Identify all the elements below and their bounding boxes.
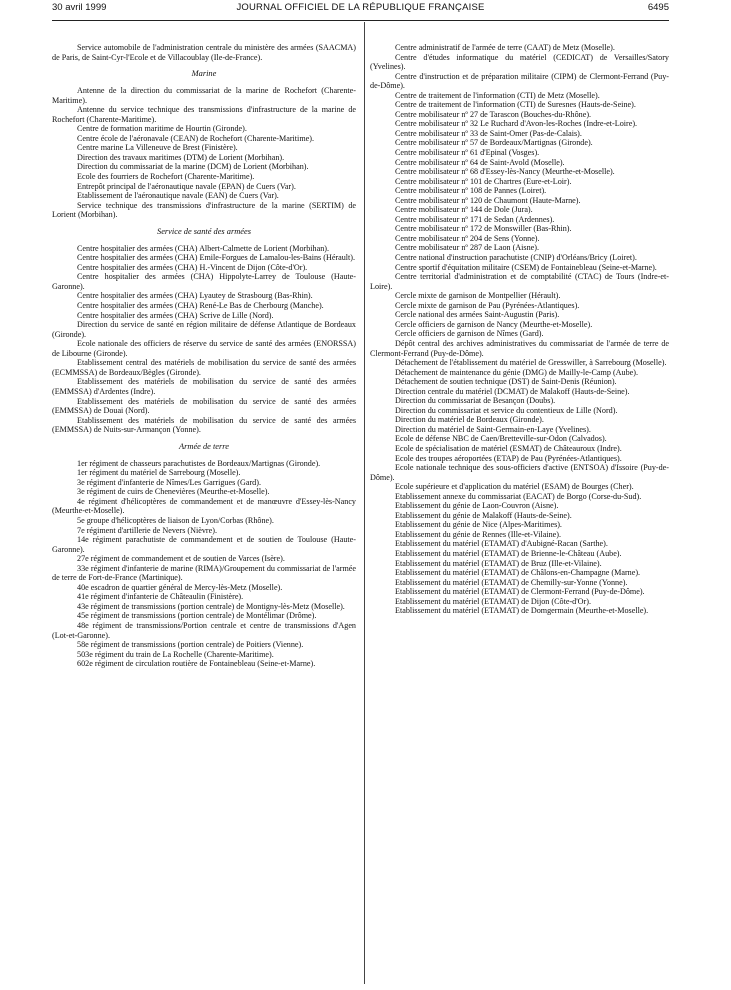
header-page-number: 6495 [647,2,669,13]
list-item: 43e régiment de transmissions (portion centrale) de Montigny-lès-Metz (Moselle). [77,601,345,611]
list-item: Centre hospitalier des armées (CHA) Hippolyte-Larrey de Toulouse (Haute-Garonne). [52,272,356,291]
list-item: Centre mobilisateur nº 171 de Sedan (Ardennes). [395,214,555,224]
list-item: 41e régiment d'infanterie de Châteaulin (Finistère). [77,592,244,602]
list-item: Etablissement du génie de Rennes (Ille-et-Vilaine). [395,529,562,539]
list-item: 27e régiment de commandement et de soutien de Varces (Isère). [77,554,285,564]
list-item: 58e régiment de transmissions (portion centrale) de Poitiers (Vienne). [77,640,304,650]
list-item: Centre hospitalier des armées (CHA) Lyautey de Strasbourg (Bas-Rhin). [77,291,313,301]
list-item: Centre mobilisateur nº 204 de Sens (Yonne). [395,233,540,243]
list-item: 5e groupe d'hélicoptères de liaison de Lyon/Corbas (Rhône). [77,515,274,525]
list-item: 7e régiment d'artillerie de Nevers (Nièvre). [77,525,217,535]
list-item: Centre mobilisateur nº 27 de Tarascon (Bouches-du-Rhône). [395,109,592,119]
header-date: 30 avril 1999 [52,2,107,13]
list-item: Centre mobilisateur nº 287 de Laon (Aisne). [395,243,539,253]
list-item: Centre hospitalier des armées (CHA) H.-Vincent de Dijon (Côte-d'Or). [77,262,308,272]
left-column [52,43,356,669]
list-item: Centre mobilisateur nº 172 de Monswiller (Bas-Rhin). [395,224,572,234]
list-item: Antenne de la direction du commissariat de la marine de Rochefort (Charente-Maritime). [52,86,356,105]
section-heading: Service de santé des armées [157,226,251,236]
list-item: Centre hospitalier des armées (CHA) Emile-Forgues de Lamalou-les-Bains (Hérault). [77,253,356,263]
list-item: Entrepôt principal de l'aéronautique navale (EPAN) de Cuers (Var). [77,181,296,191]
list-item: Direction du commissariat de Besançon (Doubs). [395,396,556,406]
list-item: Centre hospitalier des armées (CHA) Albert-Calmette de Lorient (Morbihan). [77,243,330,253]
list-item: Ecole nationale technique des sous-officiers d'active (ENTSOA) d'Issoire (Puy-de-Dôme). [370,463,669,482]
list-item: Centre de formation maritime de Hourtin (Gironde). [77,124,247,134]
list-item: Ecole de défense NBC de Caen/Bretteville-sur-Odon (Calvados). [395,434,607,444]
list-item: Service technique des transmissions d'infrastructure de la marine (SERTIM) de Lorient (Morbihan). [52,200,356,220]
list-item: Direction du commissariat et service du contentieux de Lille (Nord). [395,405,618,415]
list-item: Centre école de l'aéronavale (CEAN) de Rochefort (Charente-Maritime). [77,133,314,143]
list-item: Détachement de maintenance du génie (DMG) de Mailly-le-Camp (Aube). [395,367,638,377]
list-item: Etablissement du matériel (ETAMAT) de Clermont-Ferrand (Puy-de-Dôme). [395,587,645,597]
list-item: Centre administratif de l'armée de terre (CAAT) de Metz (Moselle). [395,43,615,52]
list-item: Détachement de soutien technique (DST) de Saint-Denis (Réunion). [395,377,617,387]
list-item: Etablissement des matériels de mobilisation du service de santé des armées (EMMSSA) de Nuits-sur-Armançon (Yonne). [52,415,356,435]
list-item: 45e régiment de transmissions (portion centrale) de Montélimar (Drôme). [77,611,317,621]
list-item: Ecole de spécialisation de matériel (ESMAT) de Châteauroux (Indre). [395,443,622,453]
list-item: Etablissement de l'aéronautique navale (EAN) de Cuers (Var). [77,191,279,201]
list-item: Etablissement du génie de Laon-Couvron (Aisne). [395,501,559,511]
list-item: Centre mobilisateur nº 101 de Chartres (Eure-et-Loir). [395,176,572,186]
list-item: 1er régiment du matériel de Sarrebourg (Moselle). [77,468,241,478]
list-item: Centre mobilisateur nº 108 de Pannes (Loiret). [395,186,547,196]
list-item: Centre d'instruction et de préparation militaire (CIPM) de Clermont-Ferrand (Puy-de-Dôme). [370,71,669,91]
list-item: Ecole nationale des officiers de réserve du service de santé des armées (ENORSSA) de Libourne (Gironde). [52,339,356,358]
list-item: 33e régiment d'infanterie de marine (RIMA)/Groupement du commissariat de l'armée de terre de Fort-de-France (Martinique). [52,563,356,583]
list-item: Centre sportif d'équitation militaire (CSEM) de Fontainebleau (Seine-et-Marne). [395,262,657,272]
list-item: Etablissement des matériels de mobilisation du service de santé des armées (EMMSSA) de Douai (Nord). [52,396,356,416]
list-item: Centre hospitalier des armées (CHA) René-Le Bas de Cherbourg (Manche). [77,301,324,311]
list-item: Centre mobilisateur nº 64 de Saint-Avold (Moselle). [395,157,565,167]
list-item: 3e régiment d'infanterie de Nîmes/Les Garrigues (Gard). [77,477,261,487]
list-item: Etablissement central des matériels de mobilisation du service de santé des armées (ECMMSSA) de Bordeaux/Bègles (Gironde). [52,358,356,377]
list-item: 40e escadron de quartier général de Mercy-lès-Metz (Moselle). [77,582,283,592]
list-item: Centre national d'instruction parachutiste (CNIP) d'Orléans/Bricy (Loiret). [395,253,637,263]
right-column [370,43,669,616]
list-item: Etablissement du matériel (ETAMAT) de Brienne-le-Château (Aube). [395,548,622,558]
list-item: Cercle officiers de garnison de Nîmes (Gard). [395,329,544,339]
list-item: Centre de traitement de l'information (CTI) de Suresnes (Hauts-de-Seine). [395,100,636,110]
list-item: Etablissement du matériel (ETAMAT) de Chemilly-sur-Yonne (Yonne). [395,577,628,587]
list-item: Centre mobilisateur nº 68 d'Essey-lès-Nancy (Meurthe-et-Moselle). [395,167,615,177]
list-item: Détachement de l'établissement du matériel de Gresswiller, à Sarrebourg (Moselle). [395,358,667,368]
list-item: Cercle officiers de garnison de Nancy (Meurthe-et-Moselle). [395,319,593,329]
list-item: Ecole des troupes aéroportées (ETAP) de Pau (Pyrénées-Atlantiques). [395,453,622,463]
section-heading: Armée de terre [179,441,229,451]
list-item: Centre mobilisateur nº 57 de Bordeaux/Martignas (Gironde). [395,138,593,148]
list-item: 503e régiment du train de La Rochelle (Charente-Maritime). [77,649,274,659]
list-item: Centre d'études informatique du matériel (CEDICAT) de Versailles/Satory (Yvelines). [370,52,669,72]
list-item: Centre mobilisateur nº 120 de Chaumont (Haute-Marne). [395,195,581,205]
list-item: Etablissement du matériel (ETAMAT) de Bruz (Ille-et-Vilaine). [395,558,602,568]
column-divider [364,22,365,984]
list-item: Centre marine La Villeneuve de Brest (Finistère). [77,143,238,153]
list-item: Dépôt central des archives administratives du commissariat de l'armée de terre de Clermont-Ferrand (Puy-de-Dôme). [370,338,669,358]
list-item: Direction du service de santé en région militaire de défense Atlantique de Bordeaux (Gironde). [52,320,356,339]
list-item: Direction du matériel de Bordeaux (Gironde). [395,415,544,425]
list-item: Cercle mixte de garnison de Montpellier (Hérault). [395,291,561,301]
list-item: 3e régiment de cuirs de Chenevières (Meurthe-et-Moselle). [77,487,270,497]
list-item: 48e régiment de transmissions/Portion centrale et centre de transmissions d'Agen (Lot-et-Garonne). [52,620,356,640]
list-item: Centre mobilisateur nº 33 de Saint-Omer (Pas-de-Calais). [395,128,582,138]
list-item: 14e régiment parachutiste de commandement et de soutien de Toulouse (Haute-Garonne). [52,535,356,554]
list-item: Direction des travaux maritimes (DTM) de Lorient (Morbihan). [77,152,285,162]
list-item: Etablissement du matériel (ETAMAT) de Dijon (Côte-d'Or). [395,596,591,606]
header-title: JOURNAL OFFICIEL DE LA RÉPUBLIQUE FRANÇAISE [236,2,485,13]
list-item: Centre mobilisateur nº 144 de Dole (Jura). [395,205,533,215]
list-item: Centre mobilisateur nº 61 d'Epinal (Vosges). [395,148,540,158]
list-item: Etablissement du génie de Malakoff (Hauts-de-Seine). [395,510,572,520]
list-item: Direction centrale du matériel (DCMAT) de Malakoff (Hauts-de-Seine). [395,386,630,396]
list-item: Ecole supérieure et d'application du matériel (ESAM) de Bourges (Cher). [395,482,634,492]
list-item: Etablissement annexe du commissariat (EACAT) de Borgo (Corse-du-Sud). [395,491,642,501]
list-item: Etablissement du génie de Nice (Alpes-Maritimes). [395,520,562,530]
list-item: Direction du matériel de Saint-Germain-en-Laye (Yvelines). [395,424,591,434]
list-item: Service automobile de l'administration centrale du ministère des armées (SAACMA) de Paris, de Saint-Cyr-l'Ecole et de Villacoublay (Ile-de-France). [52,43,356,62]
list-item: 602e régiment de circulation routière de Fontainebleau (Seine-et-Marne). [77,659,316,669]
list-item: Etablissement des matériels de mobilisation du service de santé des armées (EMMSSA) d'Ardentes (Indre). [52,377,356,396]
list-item: Centre territorial d'administration et de comptabilité (CTAC) de Tours (Indre-et-Loire). [370,272,669,291]
page-header [52,2,669,16]
list-item: Etablissement du matériel (ETAMAT) d'Aubigné-Racan (Sarthe). [395,539,608,549]
list-item: Antenne du service technique des transmissions d'infrastructure de la marine de Rochefort (Charente-Maritime). [52,105,356,124]
list-item: Cercle mixte de garnison de Pau (Pyrénées-Atlantiques). [395,300,580,310]
list-item: Etablissement du matériel (ETAMAT) de Domgermain (Meurthe-et-Moselle). [395,606,649,616]
list-item: Direction du commissariat de la marine (DCM) de Lorient (Morbihan). [77,162,309,172]
list-item: Centre hospitalier des armées (CHA) Scrive de Lille (Nord). [77,310,274,320]
section-heading: Marine [191,69,217,79]
header-rule [52,20,669,21]
list-item: Centre mobilisateur nº 32 Le Ruchard d'Avon-les-Roches (Indre-et-Loire). [395,119,638,129]
list-item: Etablissement du matériel (ETAMAT) de Châlons-en-Champagne (Marne). [395,568,641,578]
list-item: 4e régiment d'hélicoptères de commandement et de manœuvre d'Essey-lès-Nancy (Meurthe-et-Moselle). [52,496,356,516]
list-item: 1er régiment de chasseurs parachutistes de Bordeaux/Martignas (Gironde). [77,458,321,468]
list-item: Ecole des fourriers de Rochefort (Charente-Maritime). [77,172,255,182]
list-item: Centre de traitement de l'information (CTI) de Metz (Moselle). [395,90,600,100]
list-item: Cercle national des armées Saint-Augustin (Paris). [395,310,560,320]
